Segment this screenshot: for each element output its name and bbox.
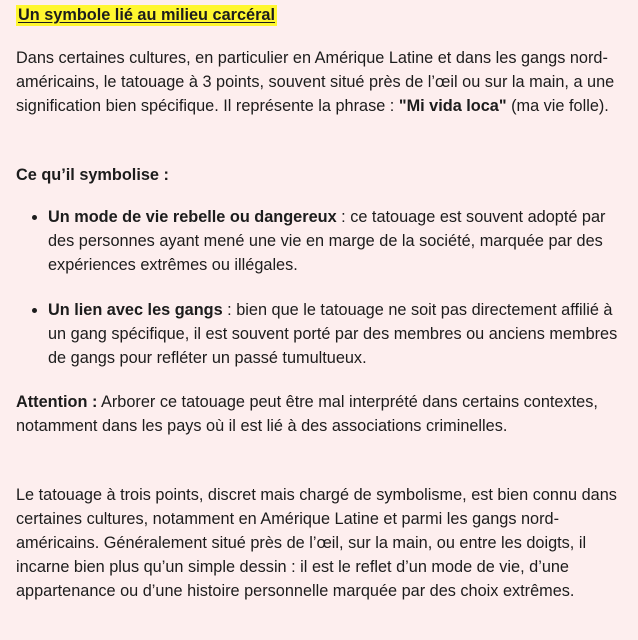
symbolise-title	[16, 163, 626, 187]
intro-text: Dans certaines cultures, en particulier en Amérique Latine et dans les gangs nord-américains, le tatouage à 3 points, souvent situé près de l’œil ou sur la main, a une signification bien spécifique. Il représente la phrase :	[16, 49, 615, 115]
bullet-icon	[32, 308, 37, 313]
list-item-text: : ce tatouage est souvent adopté par des personnes ayant mené une vie en marge de la société, marquée par des expériences extrêmes ou illégales.	[48, 208, 606, 274]
list-item-title: Un lien avec les gangs	[48, 301, 223, 319]
intro-paragraph	[16, 46, 626, 118]
list-item	[48, 298, 626, 370]
list-item	[48, 205, 626, 277]
bullet-icon	[32, 215, 37, 220]
symbolise-title-text: Ce qu’il symbolise :	[16, 166, 169, 184]
conclusion-paragraph: Le tatouage à trois points, discret mais chargé de symbolisme, est bien connu dans certaines cultures, notamment en Amérique Latine et parmi les gangs nord-américains. Généralement situé près de l’œil, sur la main, ou entre les doigts, il incarne bien plus qu’un simple dessin : il est le reflet d’un mode de vie, d’une appartenance ou d’une histoire personnelle marquée par des choix extrêmes.	[16, 486, 617, 600]
intro-quote: "Mi vida loca"	[398, 97, 507, 115]
intro-text-end: (ma vie folle).	[506, 97, 609, 115]
symbolise-list	[48, 205, 626, 277]
attention-label: Attention :	[16, 393, 98, 411]
symbolise-list-2	[48, 298, 626, 370]
list-item-text: : bien que le tatouage ne soit pas directement affilié à un gang spécifique, il est souvent porté par des membres ou anciens membres de gangs pour refléter un passé tumultueux.	[48, 301, 618, 367]
attention-paragraph	[16, 390, 626, 438]
section-heading: Un symbole lié au milieu carcéral	[18, 6, 275, 24]
list-item-title: Un mode de vie rebelle ou dangereux	[48, 208, 337, 226]
attention-text: Arborer ce tatouage peut être mal interprété dans certains contextes, notamment dans les pays où il est lié à des associations criminelles.	[16, 393, 598, 435]
